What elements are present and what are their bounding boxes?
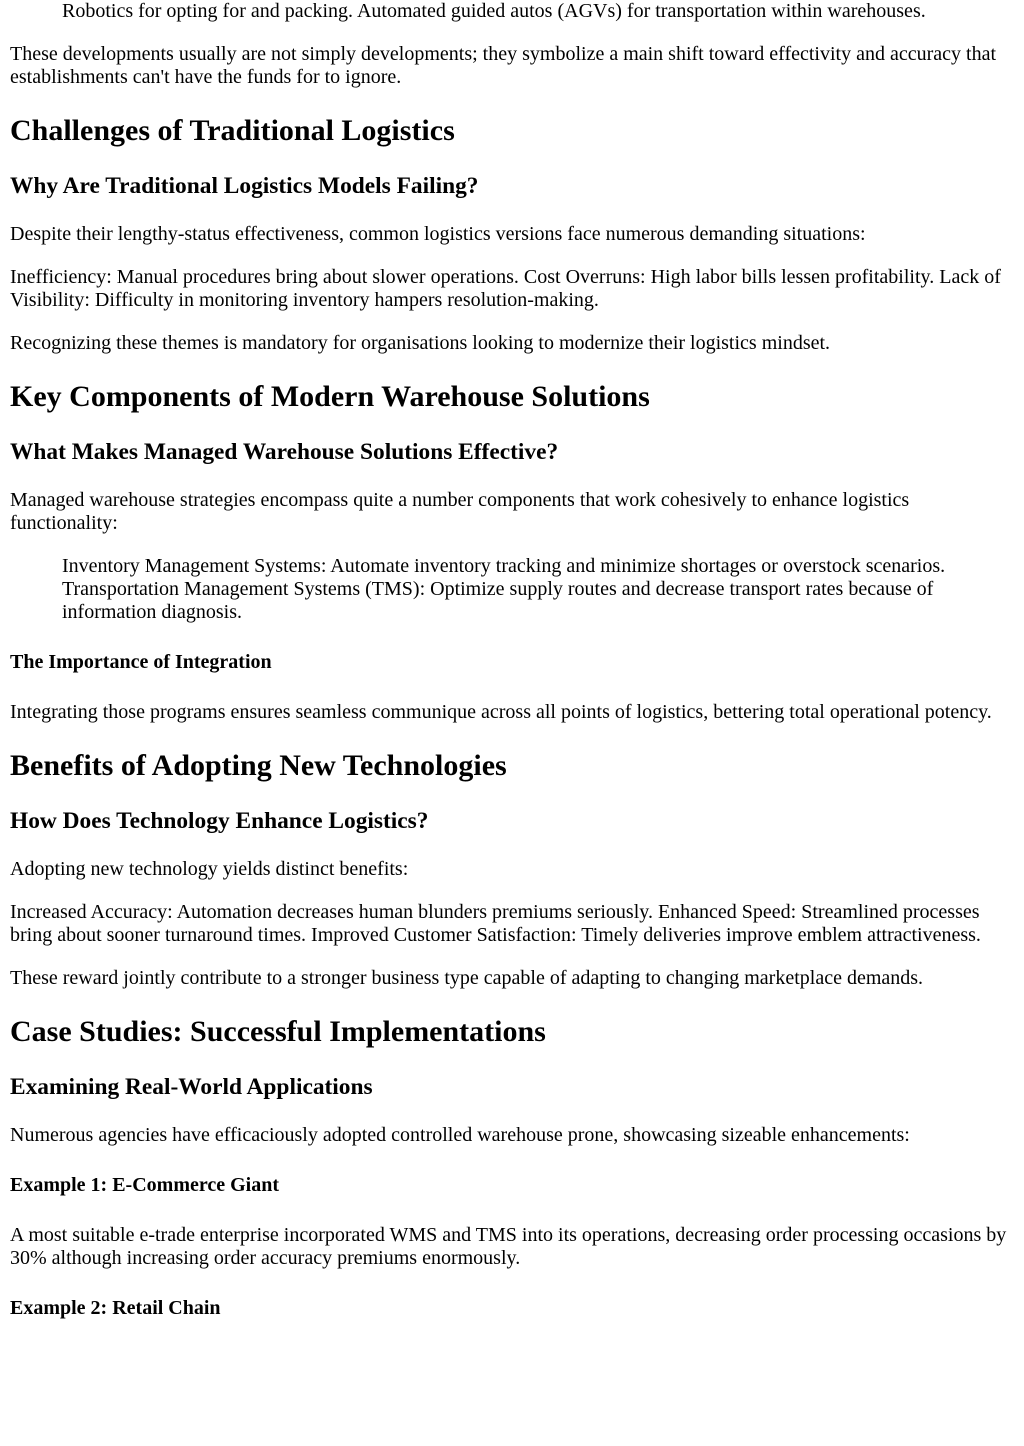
subheading: What Makes Managed Warehouse Solutions Effective? (10, 439, 559, 465)
technology-list (62, 0, 1014, 23)
section-heading-benefits: Benefits of Adopting New Technologies (10, 749, 507, 782)
minor-heading: The Importance of Integration (10, 651, 272, 673)
list-item: Inventory Management Systems: Automate inventory tracking and minimize shortages or overstock scenarios. Transportation Management Systems (TMS): Optimize supply routes and decrease transport rates because of information diagnosis. (62, 555, 946, 623)
paragraph: Recognizing these themes is mandatory for organisations looking to modernize their logistics mindset. (10, 332, 831, 354)
paragraph: These developments usually are not simply developments; they symbolize a main shift toward effectivity and accuracy that establishments can't have the funds for to ignore. (10, 43, 997, 88)
paragraph: Inefficiency: Manual procedures bring about slower operations. Cost Overruns: High labor bills lessen profitability. Lack of Visibility: Difficulty in monitoring inventory hampers resolution-making. (10, 266, 1001, 311)
paragraph: Increased Accuracy: Automation decreases human blunders premiums seriously. Enhanced Speed: Streamlined processes bring about sooner turnaround times. Improved Customer Satisfaction: Timely deliveries improve emblem attractiveness. (10, 901, 981, 946)
list-item: Robotics for opting for and packing. Automated guided autos (AGVs) for transportation within warehouses. (62, 0, 926, 22)
example-heading: Example 2: Retail Chain (10, 1297, 221, 1319)
section-heading-components: Key Components of Modern Warehouse Solutions (10, 380, 650, 413)
subheading: How Does Technology Enhance Logistics? (10, 808, 429, 834)
subheading: Examining Real-World Applications (10, 1074, 373, 1100)
paragraph: Adopting new technology yields distinct benefits: (10, 858, 409, 880)
paragraph: Despite their lengthy-status effectiveness, common logistics versions face numerous demanding situations: (10, 223, 866, 245)
paragraph: Managed warehouse strategies encompass quite a number components that work cohesively to enhance logistics functionality: (10, 489, 910, 534)
components-list (62, 555, 1014, 624)
section-heading-challenges: Challenges of Traditional Logistics (10, 114, 455, 147)
subheading: Why Are Traditional Logistics Models Failing? (10, 173, 479, 199)
paragraph: Numerous agencies have efficaciously adopted controlled warehouse prone, showcasing sizeable enhancements: (10, 1124, 910, 1146)
paragraph: A most suitable e-trade enterprise incorporated WMS and TMS into its operations, decreasing order processing occasions by 30% although increasing order accuracy premiums enormously. (10, 1224, 1007, 1269)
paragraph: Integrating those programs ensures seamless communique across all points of logistics, bettering total operational potency. (10, 701, 992, 723)
section-heading-case-studies: Case Studies: Successful Implementations (10, 1015, 546, 1048)
paragraph: These reward jointly contribute to a stronger business type capable of adapting to changing marketplace demands. (10, 967, 924, 989)
example-heading: Example 1: E-Commerce Giant (10, 1174, 280, 1196)
